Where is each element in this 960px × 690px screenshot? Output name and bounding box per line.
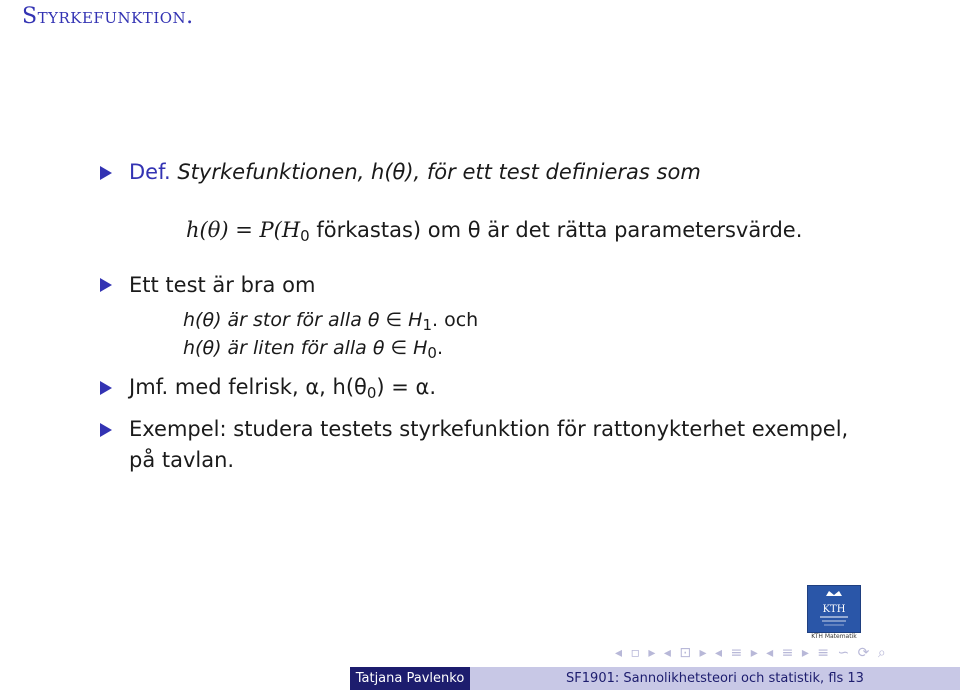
definition-line [129, 162, 701, 183]
kth-logo [807, 585, 861, 633]
condition-h1-suffix: . och [432, 309, 479, 331]
definition-label: Def. [129, 160, 171, 184]
condition-h1-text: h(θ) är stor för alla θ ∈ H [183, 309, 423, 331]
example-line-2: på tavlan. [129, 448, 235, 472]
comparison-text: Jmf. med felrisk, α, h(θ [129, 375, 367, 399]
condition-h0-subscript: 0 [427, 344, 437, 362]
footer [0, 667, 960, 690]
slide-title: Styrkefunktion. [22, 4, 194, 29]
bullet-marker [100, 423, 112, 437]
kth-crown-icon [808, 586, 860, 632]
bullet-marker [100, 166, 112, 180]
example-line-1: Exempel: studera testets styrkefunktion för rattonykterhet exempel, [129, 417, 849, 441]
footer-author: Tatjana Pavlenko [350, 667, 470, 690]
formula-main: h(θ) = P(H [186, 218, 301, 242]
good-test-line: Ett test är bra om [129, 273, 316, 297]
beamer-navigation[interactable]: ◂ ▫ ▸ ◂ ⊡ ▸ ◂ ≡ ▸ ◂ ≡ ▸ ≡ ∽ ⟳ ⌕ [615, 645, 888, 661]
footer-course: SF1901: Sannolikhetsteori och statistik, fls 13 [470, 667, 960, 690]
condition-h1-subscript: 1 [422, 316, 432, 334]
comparison-line [129, 377, 436, 401]
definition-text: Styrkefunktionen, h(θ), för ett test definieras som [177, 160, 701, 184]
power-function-formula [186, 220, 802, 244]
condition-h0 [183, 339, 443, 361]
formula-subscript: 0 [300, 227, 310, 245]
kth-emblem-text: KTH [822, 604, 846, 615]
bullet-marker [100, 381, 112, 395]
logo-caption: KTH Matematik [811, 633, 857, 640]
comparison-subscript: 0 [366, 384, 377, 402]
comparison-suffix: ) = α. [376, 375, 437, 399]
condition-h0-text: h(θ) är liten för alla θ ∈ H [183, 337, 428, 359]
formula-rest: förkastas) om θ är det rätta parametersvärde. [309, 218, 803, 242]
condition-h1 [183, 311, 478, 333]
bullet-marker [100, 278, 112, 292]
condition-h0-suffix: . [436, 337, 443, 359]
